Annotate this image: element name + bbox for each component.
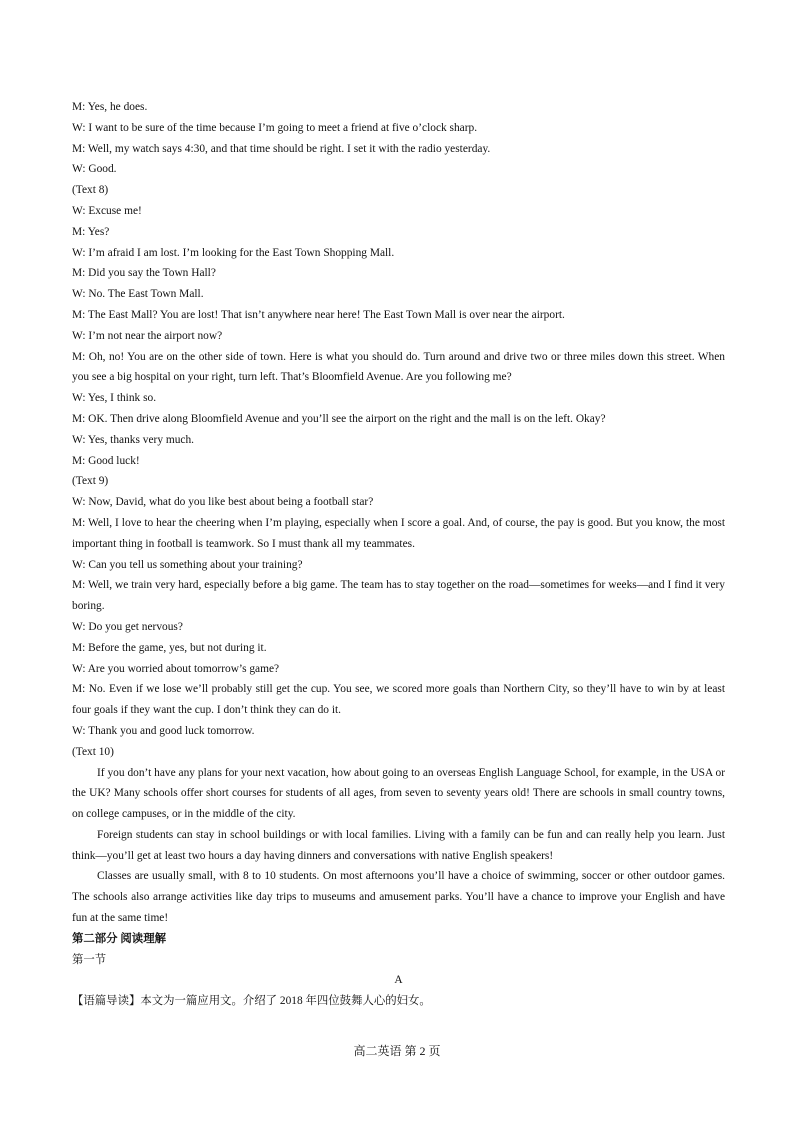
text10-paragraph: Classes are usually small, with 8 to 10 students. On most afternoons you’ll have a choice of swimming, soccer or other outdoor games. The schools also arrange activities like day trips to museums and amusement parks. You’ll have a chance to improve your English and have fun at the same time! xyxy=(72,870,725,925)
text10-paragraph: Foreign students can stay in school buildings or with local families. Living with a family can be fun and can really help you learn. Just think—you’ll get at least two hours a day having dinners and conversations with native English speakers! xyxy=(72,828,725,862)
text-line: W: I want to be sure of the time because I’m going to meet a friend at five o’clock sharp. xyxy=(72,121,478,134)
paragraph-training: M: Well, we train very hard, especially before a big game. The team has to stay together on the road—sometimes for weeks—and I find it very boring. xyxy=(72,579,725,613)
text-label: (Text 8) xyxy=(72,184,109,197)
text-line: W: Yes, thanks very much. xyxy=(72,433,195,446)
text-line: M: Before the game, yes, but not during it. xyxy=(72,641,267,654)
text-line: M: Yes, he does. xyxy=(72,101,148,113)
part-heading: 第二部分 阅读理解 xyxy=(72,932,166,945)
text-line: W: No. The East Town Mall. xyxy=(72,288,204,301)
text-line: W: Do you get nervous? xyxy=(72,620,183,633)
page-content xyxy=(72,97,725,1012)
text-line: W: I’m not near the airport now? xyxy=(72,329,223,342)
dialogue-top xyxy=(72,97,725,347)
text-line: W: Thank you and good luck tomorrow. xyxy=(72,724,255,737)
passage-letter: A xyxy=(394,974,403,987)
text10-paragraph: If you don’t have any plans for your next vacation, how about going to an overseas English Language School, for example, in the USA or the UK? Many schools offer short courses for students of all ages, from seven to seventy years old! There are schools in small country towns, on college campuses, or in the middle of the city. xyxy=(72,766,725,821)
text-label: (Text 9) xyxy=(72,475,109,488)
text-line: M: The East Mall? You are lost! That isn’t anywhere near here! The East Town Mall is over near the airport. xyxy=(72,308,565,321)
dialogue-mid xyxy=(72,388,725,513)
text-line: W: Yes, I think so. xyxy=(72,392,157,405)
section-label: 第一节 xyxy=(72,953,107,966)
guide-text: 【语篇导读】本文为一篇应用文。介绍了 2018 年四位鼓舞人心的妇女。 xyxy=(72,995,431,1008)
text-line: M: OK. Then drive along Bloomfield Avenue and you’ll see the airport on the right and the mall is on the left. Okay? xyxy=(72,412,606,425)
paragraph-cheering: M: Well, I love to hear the cheering when I’m playing, especially when I score a goal. And, of course, the pay is good. But you know, the most important thing in football is teamwork. So I must thank all my teammates. xyxy=(72,516,725,550)
text-line: W: I’m afraid I am lost. I’m looking for the East Town Shopping Mall. xyxy=(72,246,395,259)
text-line: W: Can you tell us something about your training? xyxy=(72,558,303,571)
paragraph-cup: M: No. Even if we lose we’ll probably still get the cup. You see, we scored more goals than Northern City, so they’ll have to win by at least four goals if they want the cup. I don’t think they can do it. xyxy=(72,683,725,717)
text-line: W: Good. xyxy=(72,163,117,176)
text-line: M: Good luck! xyxy=(72,454,140,467)
text-line: W: Excuse me! xyxy=(72,204,142,217)
text-line: M: Yes? xyxy=(72,225,110,238)
text-line: W: Are you worried about tomorrow’s game? xyxy=(72,662,280,675)
page-footer: 高二英语 第 2 页 xyxy=(353,1044,441,1058)
text-line: W: Now, David, what do you like best about being a football star? xyxy=(72,496,374,509)
text-line: M: Did you say the Town Hall? xyxy=(72,267,216,280)
paragraph-directions: M: Oh, no! You are on the other side of town. Here is what you should do. Turn around and drive two or three miles down this street. When you see a big hospital on your right, turn left. That’s Bloomfield Avenue. Are you following me? xyxy=(72,350,725,384)
text-label: (Text 10) xyxy=(72,745,114,758)
text-line: M: Well, my watch says 4:30, and that time should be right. I set it with the radio yesterday. xyxy=(72,142,491,155)
